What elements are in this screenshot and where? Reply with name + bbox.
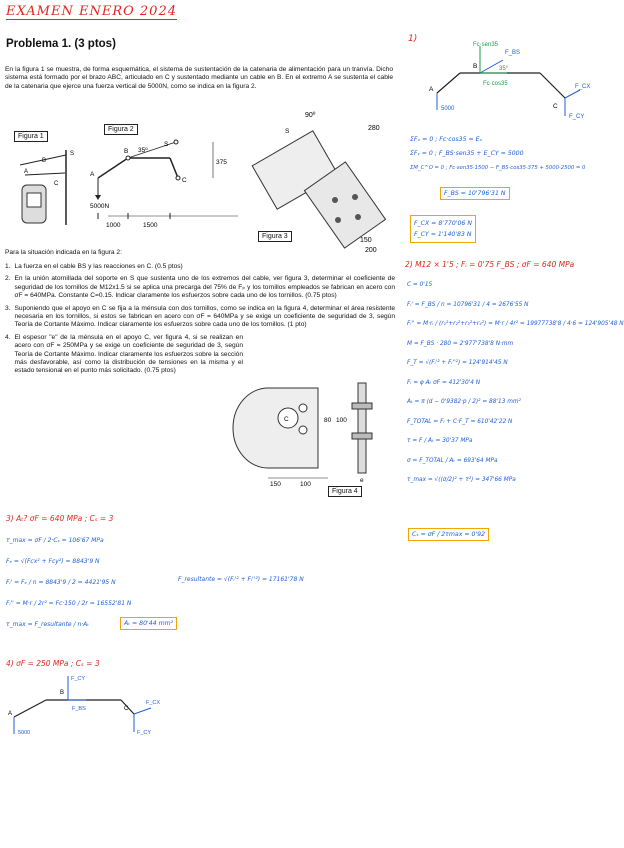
diag4-fcx: F_CX	[146, 700, 161, 706]
diag4-load: 5000	[18, 730, 31, 736]
diag4-fbs: F_BS	[72, 706, 86, 712]
equation-line: F_TOTAL = Fᵢ + C·F_T = 610'42'22 N	[407, 418, 513, 425]
solution-1-equations	[410, 133, 585, 175]
fig2-dim-1500: 1500	[143, 222, 158, 229]
diag-fbs-label: Fc·cos35	[483, 81, 508, 87]
equation-line: σ = F_TOTAL / Aₜ = 693'64 MPa	[407, 457, 498, 464]
fig4-dim-80: 80	[324, 417, 332, 424]
question-text: El espesor "e" de la ménsula en el apoyo C, ver figura 4, si se realizan en acero con σF = 250MPa y se exige un coeficiente de seguridad de 3, según Teoría de Cortante Máximo. Indicar claramente los esfuerzos sobre la sección más desfavorable, así como la distribución de tensiones en la misma y el estado tensional en el punto más solicitado. (0.75 ptos)	[14, 333, 243, 375]
question-4	[5, 334, 243, 376]
diag4-point-c: C	[124, 706, 129, 712]
figure-4-drawing	[248, 378, 388, 498]
fig2-dim-1000: 1000	[106, 222, 121, 229]
fig1-label-c: C	[54, 181, 59, 187]
solution-3-header: 3) Aₜ? σF = 640 MPa ; Cₛ = 3	[6, 514, 114, 523]
question-3	[5, 305, 395, 330]
question-number: 1.	[5, 263, 11, 270]
equation-line: τ_max = √((σ/2)² + τ²) = 347'66 MPa	[407, 477, 516, 483]
solution-1-result-fc	[410, 215, 476, 243]
diag-fb-label: F_BS	[505, 50, 521, 56]
fig2-dim-375: 375	[216, 159, 227, 166]
question-text: Suponiendo que el apoyo en C se fija a la ménsula con dos tornillos, como se indica en la figura 4, determinar el área resistente necesaria en los tornillos, si estos se fabrican en acero con σF = 640MPa y se exige un coeficiente de seguridad de 3, según Teoría de Cortante Máximo. Indicar claramente los esfuerzos sobre cada uno de los tornillos. (1 pto)	[14, 304, 395, 329]
diag-point-c: C	[553, 103, 558, 110]
equation-line: τ = F / Aₜ = 30'37 MPa	[407, 438, 473, 444]
diag-fc-label: Fc·sen35	[473, 42, 499, 48]
fig3-dim-280: 280	[368, 125, 380, 132]
solution-3-equations	[6, 530, 131, 635]
question-1	[5, 263, 395, 271]
solution-1-result-fbs: F_BS = 10'796'31 N	[440, 187, 510, 200]
fig1-label-b: B	[42, 158, 47, 164]
questions-list	[5, 263, 395, 376]
fig4-dim-150: 150	[270, 481, 281, 488]
equation-line: Fᵢ' = Fₑ / n = 8843'9 / 2 = 4421'95 N	[6, 579, 116, 586]
diag4-point-a: A	[8, 711, 13, 717]
fig3-label-s: S	[285, 128, 290, 135]
diag-fcx: F_CX	[575, 84, 591, 90]
fig2-label-c: C	[182, 177, 187, 184]
equation-line: Fᵢ = φ Aₜ σF = 412'30'4 N	[407, 379, 481, 386]
solution-2-equations	[407, 276, 624, 491]
problem-intro: En la figura 1 se muestra, de forma esquemática, el sistema de sustentación de la catenaria de alimentación para un tranvía. Dicho sistema está formado por el brazo ABC, articulado en C y sustentado mediante un cable en B. En el extremo A se sustenta el cable de la catenaria que ejerce una fuerza vertical de 5000N, como se indica en la figura 2.	[5, 66, 393, 90]
solution-2-result: Cₛ = σF / 2τmax = 0'92	[408, 528, 489, 541]
solution-1-label: 1)	[408, 34, 418, 44]
equation-line: ΣM_C^O = 0 ; Fc·sen35·1500 − F_BS·cos35·375 + 5000·2500 = 0	[410, 165, 586, 171]
equation-line: M = F_BS · 280 = 2'977'738'8 N·mm	[407, 340, 514, 347]
fig2-force: 5000N	[90, 203, 110, 210]
diag4-fcy: F_CY	[71, 676, 86, 682]
result-line: F_CY = 1'140'83 N	[414, 231, 472, 238]
question-number: 4.	[5, 333, 11, 341]
fig4-dim-e: e	[360, 477, 364, 484]
result-line: F_CX = 8'770'06 N	[414, 220, 472, 227]
equation-line: ΣFᵧ = 0 ; F_BS·sen35 + E_CY = 5000	[410, 150, 524, 157]
figure-1-drawing	[10, 145, 80, 230]
solution-1-diagram	[425, 38, 595, 128]
fig2-label-s: S	[164, 141, 169, 148]
equation-line: C = 0'15	[407, 282, 433, 288]
question-2	[5, 275, 395, 300]
fig3-angle: 90º	[305, 112, 316, 119]
question-text: La fuerza en el cable BS y las reacciones en C. (0.5 ptos)	[14, 263, 183, 270]
problem-title: Problema 1. (3 ptos)	[6, 38, 116, 50]
equation-line: Fᵢ' = F_BS / n = 10796'31 / 4 = 2676'55 N	[407, 301, 529, 308]
equation-line: ΣFₓ = 0 ; Fc·cos35 = Eₓ	[410, 136, 483, 143]
equation-line: Fₑ = √(Fcx² + Fcy²) = 8843'9 N	[6, 558, 100, 565]
diag4-fcy-c: F_CY	[137, 730, 152, 736]
figure-3-label: Figura 3	[258, 231, 292, 242]
fig1-label-s: S	[70, 151, 75, 157]
solution-4-header: 4) σF = 250 MPa ; Cₛ = 3	[6, 659, 100, 668]
fig4-dim-100: 100	[300, 481, 311, 488]
exam-title: EXAMEN ENERO 2024	[6, 4, 177, 19]
solution-3-result: Aₜ = 80'44 mm²	[120, 617, 177, 630]
questions-lead: Para la situación indicada en la figura 2:	[5, 249, 122, 256]
equation-line: τ_max = F_resultante / n·Aₜ	[6, 621, 90, 628]
fig2-label-a: A	[90, 171, 95, 178]
fig2-angle: 35º	[138, 147, 148, 154]
diag4-point-b: B	[60, 690, 65, 696]
diag-angle: 35°	[499, 66, 509, 72]
question-number: 3.	[5, 304, 11, 312]
fig2-label-b: B	[124, 148, 129, 155]
fig1-label-a: A	[24, 169, 29, 175]
diag-fcy: F_CY	[569, 114, 585, 120]
fig3-dim-200: 200	[365, 247, 377, 254]
equation-line: Fᵢ'' = M·r / 2r² = Fc·150 / 2r = 16552'81 N	[6, 600, 132, 607]
equation-line: τ_max = σF / 2·Cₛ = 106'67 MPa	[6, 537, 104, 544]
equation-line: F_T = √(Fᵢ'² + Fᵢ''²) = 124'914'45 N	[407, 360, 508, 366]
figure-2-drawing	[88, 138, 263, 233]
solution-2-header: 2) M12 × 1'5 ; Fᵢ = 0'75 F_BS ; σF = 640 MPa	[405, 260, 575, 269]
diag-point-a: A	[429, 86, 434, 93]
fig3-dim-150: 150	[360, 237, 372, 244]
diag-point-b: B	[473, 63, 478, 70]
solution-4-diagram	[6, 672, 166, 742]
question-text: En la unión atornillada del soporte en S que sustenta uno de los extremos del cable, ver figura 3, determinar el coeficiente de seguridad de los tornillos de M12x1.5 si se aplica una precarga del 75% de Fₚ y los tornillos empleados se fabrican en acero con σF = 640MPa. Constante C=0.15. Indicar claramente los esfuerzos sobre cada uno de los tornillos. (0.75 ptos)	[14, 275, 395, 300]
fig4-dim-100v: 100	[336, 417, 347, 424]
equation-line: Fᵢ'' = M·rᵢ / (r₁²+r₂²+r₃²+r₄²) = M·r / 4r² = 19977738'8 / 4·6 = 124'905'48 N	[407, 321, 624, 327]
solution-3-resultant: F_resultante = √(Fᵢ'² + Fᵢ''²) = 17161'78 N	[178, 576, 304, 583]
figure-2-label: Figura 2	[104, 124, 138, 135]
diag-load: 5000	[441, 106, 455, 112]
equation-line: Aₜ = π (d − 0'9382·p / 2)² = 88'13 mm²	[407, 399, 521, 405]
question-number: 2.	[5, 275, 11, 283]
fig4-label-c: C	[284, 416, 289, 423]
figure-4-label: Figura 4	[328, 486, 362, 497]
figure-1-label: Figura 1	[14, 131, 48, 142]
